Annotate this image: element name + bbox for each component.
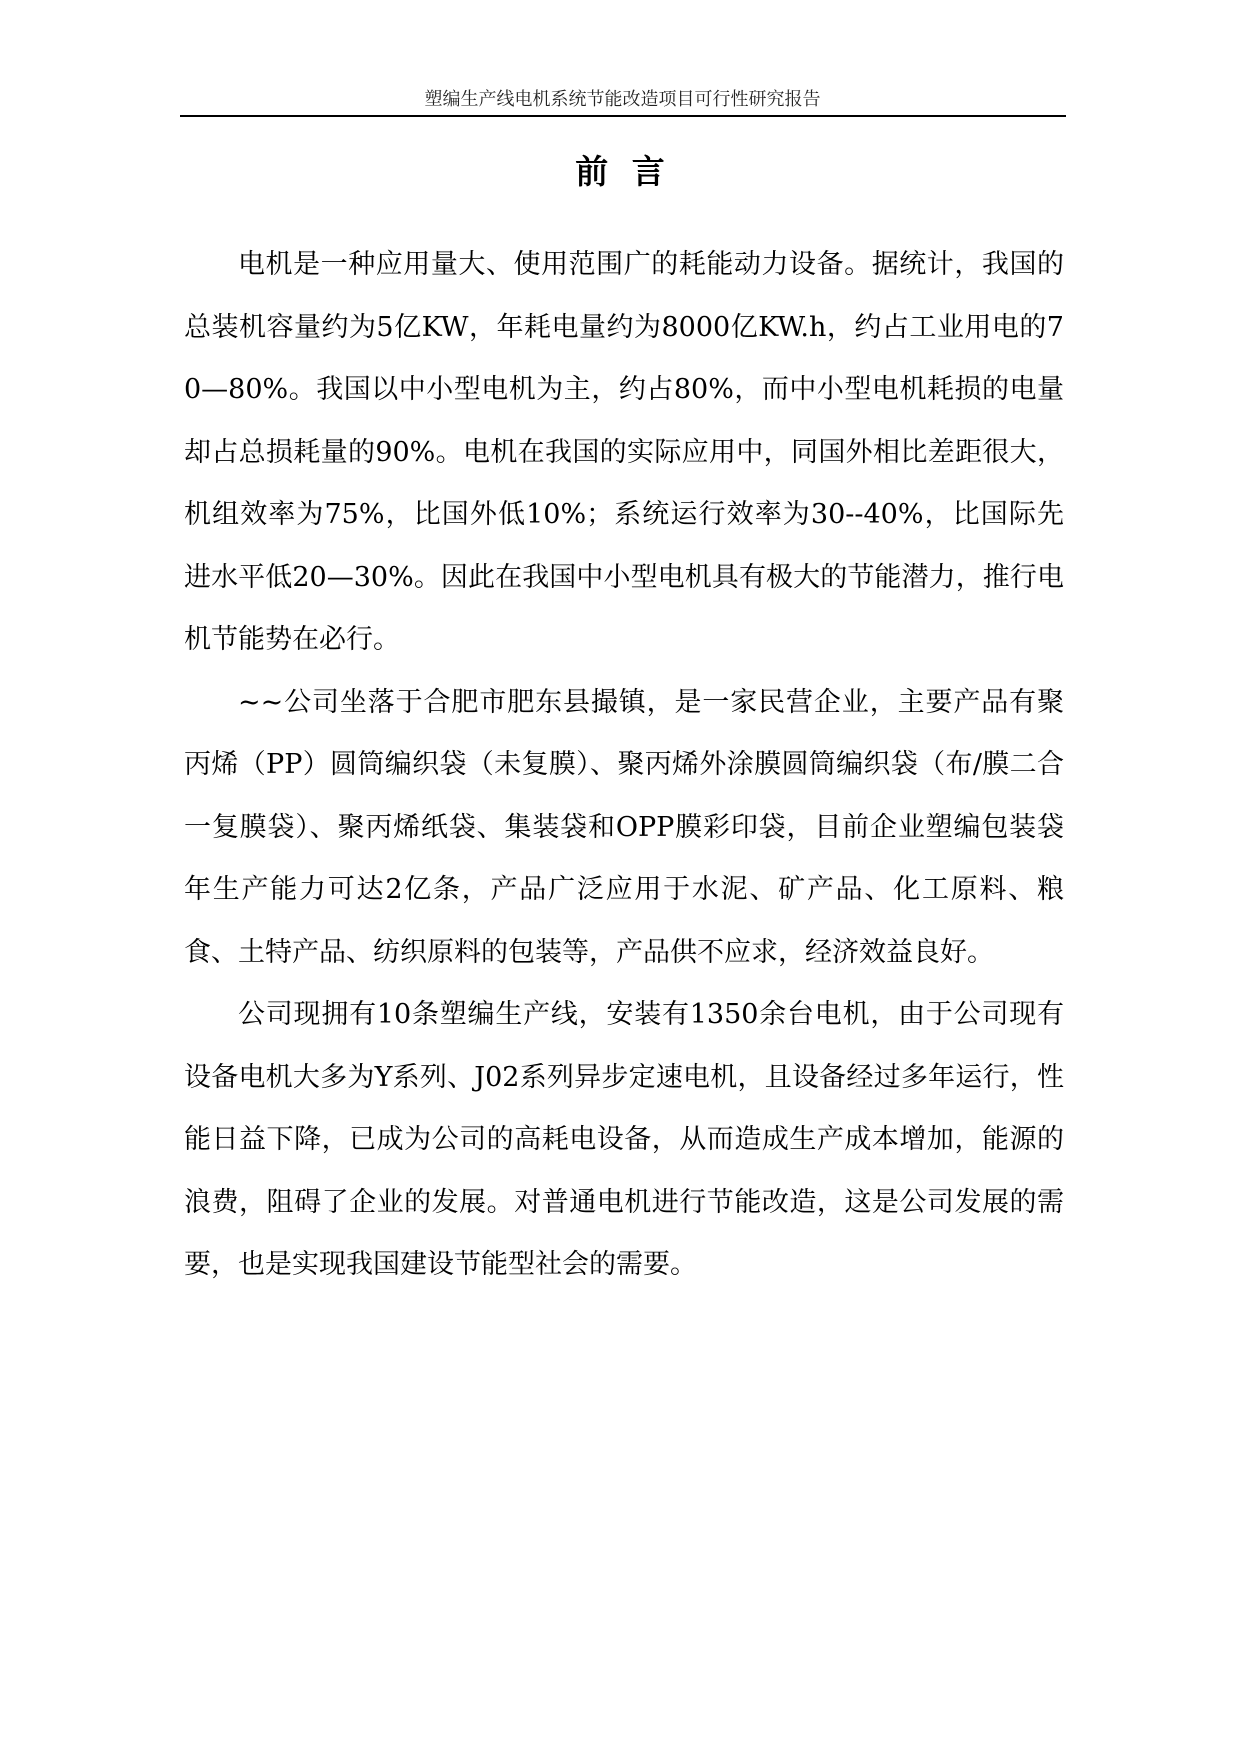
body-text [184, 234, 1064, 1297]
running-header: 塑编生产线电机系统节能改造项目可行性研究报告 [424, 89, 821, 110]
paragraph-3: 公司现拥有10条塑编生产线，安装有1350余台电机，由于公司现有设备电机大多为Y系列、J02系列异步定速电机，且设备经过多年运行，性能日益下降，已成为公司的高耗电设备，从而造成生产成本增加，能源的浪费，阻碍了企业的发展。对普通电机进行节能改造，这是公司发展的需要，也是实现我国建设节能型社会的需要。 [184, 999, 1064, 1280]
paragraph-2: ~~公司坐落于合肥市肥东县撮镇，是一家民营企业，主要产品有聚丙烯（PP）圆筒编织袋（未复膜）、聚丙烯外涂膜圆筒编织袋（布/膜二合一复膜袋）、聚丙烯纸袋、集装袋和OPP膜彩印袋，目前企业塑编包装袋年生产能力可达2亿条，产品广泛应用于水泥、矿产品、化工原料、粮食、土特产品、纺织原料的包装等，产品供不应求，经济效益良好。 [184, 686, 1064, 968]
header-divider [180, 115, 1066, 117]
paragraph-1: 电机是一种应用量大、使用范围广的耗能动力设备。据统计，我国的总装机容量约为5亿KW，年耗电量约为8000亿KW.h，约占工业用电的70—80%。我国以中小型电机为主，约占80%，而中小型电机耗损的电量却占总损耗量的90%。电机在我国的实际应用中，同国外相比差距很大，机组效率为75%，比国外低10%；系统运行效率为30--40%，比国际先进水平低20—30%。因此在我国中小型电机具有极大的节能潜力，推行电机节能势在必行。 [184, 249, 1064, 655]
page-title: 前 言 [575, 152, 671, 191]
